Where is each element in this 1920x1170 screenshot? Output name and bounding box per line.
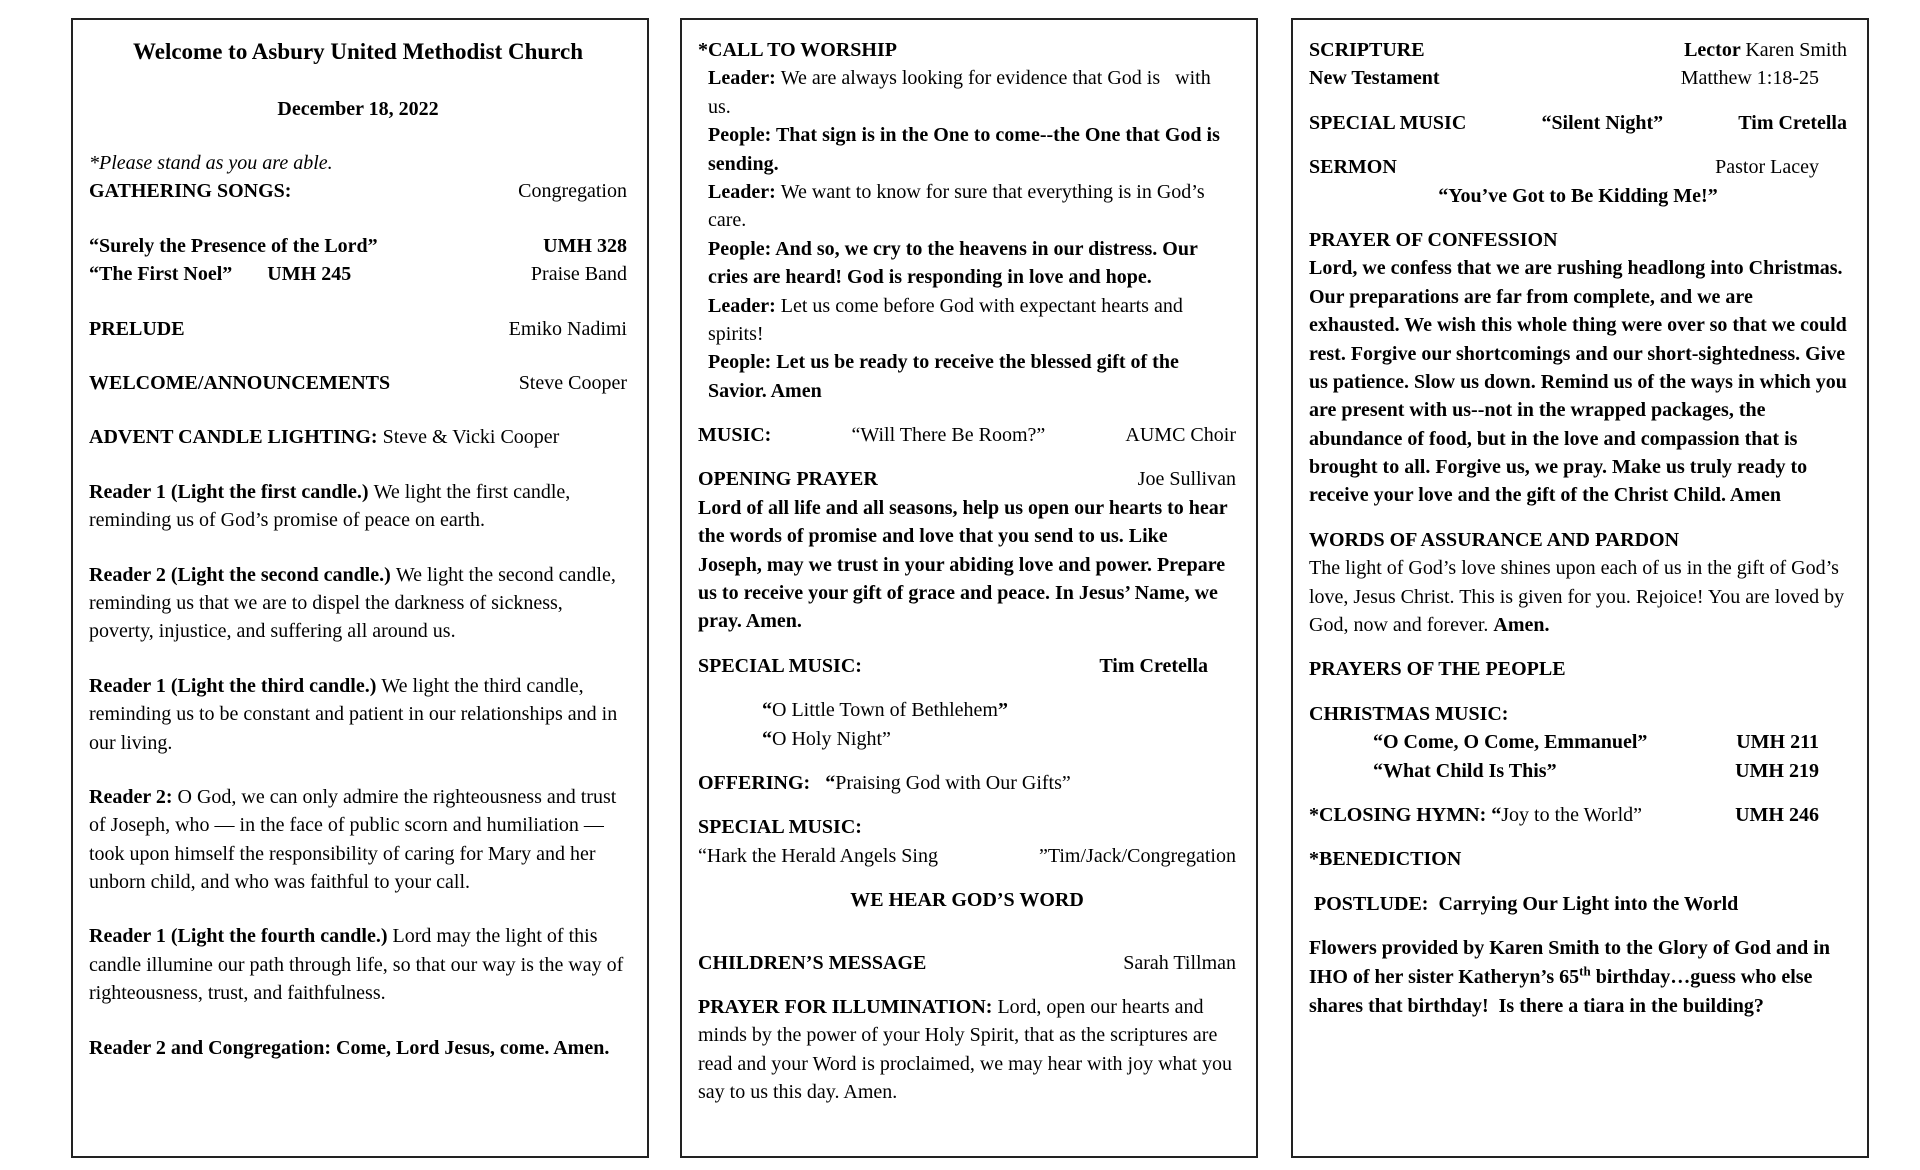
text-runs [89,481,575,531]
text-runs [89,369,390,397]
leader-line-2 [698,178,1236,235]
text-run: ”Tim/Jack/Congregation [1038,844,1236,867]
stand-note [89,149,627,177]
leader-line-3 [698,292,1236,349]
hark-herald-row [698,842,1236,870]
prayers-of-the-people-heading [1309,655,1847,683]
text-runs [1736,728,1819,756]
text-run: We light the third candle, reminding us to be constant and patient in our relationships and in our living. [89,674,623,754]
christmas-song-2-row [1309,757,1847,785]
text-runs [852,421,1046,449]
text-runs [1309,109,1466,137]
church-title [89,36,627,69]
text-run: People: And so, we cry to the heavens in our distress. Our cries are heard! God is responding in love and hope. [708,237,1203,289]
spacer [698,753,1236,769]
spacer [89,343,627,369]
text-run: “The First Noel” UMH 245 [89,263,352,286]
text-run: Lector [1684,39,1746,61]
reader1-fourth-candle [89,922,627,1007]
text-run: PRELUDE [89,317,185,340]
text-runs [1309,848,1461,870]
text-run: PRAYERS OF THE PEOPLE [1309,658,1566,681]
text-runs [708,124,1225,174]
text-runs [762,728,891,750]
text-runs [89,152,333,174]
words-of-assurance-text [1309,554,1850,639]
text-run: We want to know for sure that everything is in God’s care. [708,180,1210,232]
spacer [89,452,627,478]
song-first-noel-row [89,260,627,288]
reader2-second-candle [89,561,627,646]
text-run: “Silent Night” [1541,111,1664,134]
text-run: Congregation [518,180,627,203]
text-run: December 18, 2022 [277,97,439,120]
text-run: Reader 2 (Light the second candle.) [89,563,396,586]
text-runs [1309,529,1679,551]
text-run: “Will There Be Room?” [851,424,1046,447]
text-runs [698,772,1071,794]
text-run: The light of God’s love shines upon each of us in the gift of God’s love, Jesus Christ. This is given for you. Rejoice! You are loved by God, now and forever. [1309,557,1850,637]
text-run: “You’ve Got to Be Kidding Me!” [1438,184,1718,207]
benediction-heading [1309,845,1847,873]
text-runs [89,426,559,448]
left-panel [71,18,649,1158]
text-run: birthday…guess who else shares that birthday! Is there a tiara in the building? [1309,966,1818,1017]
text-run: People: Let us be ready to receive the blessed gift of the Savior. Amen [708,351,1184,402]
text-run: Sarah Tillman [1123,951,1236,974]
spacer [698,797,1236,813]
text-runs [89,232,378,260]
text-run: We light the first candle, reminding us of God’s promise of peace on earth. [89,480,576,532]
text-run: New Testament [1309,67,1440,90]
text-run: *BENEDICTION [1309,848,1462,871]
text-runs [1738,109,1847,137]
spacer [1309,510,1847,526]
text-run: UMH 211 [1736,731,1819,754]
text-runs [1309,801,1642,829]
text-run: Amen. [1493,614,1550,637]
text-run: Leader: [708,67,781,90]
opening-prayer-text [698,494,1236,636]
text-runs [1309,64,1440,92]
text-runs [1309,36,1425,64]
prayer-of-confession-text [1309,254,1852,510]
spacer [89,1008,627,1034]
spacer [1309,93,1847,109]
spacer [1309,785,1847,801]
prayer-for-illumination [698,993,1236,1107]
text-run: GATHERING SONGS: [89,180,292,203]
spacer [698,870,1236,886]
reader1-first-candle [89,478,627,535]
text-run: “Hark the Herald Angels Sing [698,844,938,867]
we-hear-gods-word-heading [698,886,1236,914]
people-line-2 [698,235,1236,292]
text-run: Reader 1 (Light the third candle.) [89,674,382,697]
call-to-worship-heading [698,36,1236,64]
text-run: People: That sign is in the One to come--the One that God is sending. [708,124,1225,175]
text-runs [1125,421,1236,449]
text-run: Steve Cooper [518,372,627,394]
spacer [89,646,627,672]
song-surely-row [89,232,627,260]
text-runs [698,949,926,977]
text-runs [89,177,291,205]
spacer [89,289,627,315]
text-runs [89,1037,609,1059]
spacer [1309,874,1847,890]
text-runs [708,351,1184,401]
scripture-row [1309,36,1847,64]
text-runs [698,652,862,680]
text-runs [1123,949,1236,977]
text-run: th [1579,963,1591,979]
text-run: O Holy Night” [772,727,891,750]
text-runs [1715,153,1819,181]
text-run: Joy to the World” [1501,803,1643,826]
text-runs [698,465,878,493]
text-run: *CLOSING HYMN: “ [1309,803,1502,826]
reader2-congregation [89,1034,627,1062]
spacer [89,397,627,423]
text-runs [1438,185,1717,207]
text-run: Emiko Nadimi [508,317,627,340]
spacer [89,896,627,922]
text-run: AUMC Choir [1125,424,1236,447]
text-run: UMH 328 [543,234,627,257]
text-runs [89,675,622,754]
music-row [698,421,1236,449]
spacer [698,449,1236,465]
reader2-joseph [89,783,627,897]
new-testament-row [1309,64,1847,92]
childrens-message-row [698,949,1236,977]
spacer [698,405,1236,421]
text-run: Tim Cretella [1738,111,1847,134]
spacer [89,757,627,783]
postlude-line [1309,890,1847,918]
text-run: Lord may the light of this candle illumine our path through life, so that our way is the way of righteousness, trust, and faithfulness. [89,925,629,1005]
text-run: Reader 2: [89,785,178,808]
text-run: Reader 1 (Light the first candle.) [89,480,374,503]
people-line-3 [698,348,1236,405]
words-of-assurance-heading [1309,526,1847,554]
spacer [1309,918,1847,934]
prelude-row [89,315,627,343]
text-runs [708,181,1210,231]
text-run: O God, we can only admire the righteousness and trust of Joseph, who — in the face of public scorn and humiliation — took upon himself the responsibility of caring for Mary and her unborn child, and who was faithful to your call. [89,785,622,894]
text-run: Reader 2 and Congregation: Come, Lord Jesus, come. Amen. [89,1036,610,1059]
text-runs [531,260,627,288]
advent-candle-lighting [89,423,627,451]
spacer [89,206,627,232]
text-runs [1684,36,1847,64]
text-runs [1309,257,1852,506]
text-run: OFFERING: “ [698,771,836,794]
spacer [1309,137,1847,153]
offering-line [698,769,1236,797]
text-run: Flowers provided by Karen Smith to the Glory of God and in IHO of her sister Katheryn’s 65 [1309,937,1835,989]
text-run: O Little Town of Bethlehem [772,699,998,722]
middle-panel [680,18,1258,1158]
text-runs [1541,109,1663,137]
text-runs [708,238,1202,288]
text-run: Lord of all life and all seasons, help us open our hearts to hear the words of promise and love that you send to us. Like Joseph, may we trust in your abiding love and power. Prepare us to receive your gift of grace and peace. In Jesus’ Name, we pray. Amen. [698,496,1233,633]
text-runs [1373,728,1647,756]
text-runs [89,260,351,288]
text-run: “Surely the Presence of the Lord” [89,234,378,257]
text-run: Reader 1 (Light the fourth candle.) [89,925,393,948]
text-runs [1309,703,1508,725]
text-runs [1373,757,1557,785]
spacer [698,680,1236,696]
spacer [698,977,1236,993]
text-run: ” [997,699,1008,722]
text-run: Praise Band [530,263,627,286]
special-music-row [1309,109,1847,137]
text-run: SPECIAL MUSIC [1309,111,1467,134]
sermon-row [1309,153,1847,181]
people-line-1 [698,121,1236,178]
spacer [89,123,627,149]
christmas-song-1-row [1309,728,1847,756]
spacer [89,535,627,561]
text-runs [698,421,771,449]
text-run: Tim Cretella [1099,654,1208,677]
text-runs [698,816,862,838]
leader-line-1 [698,64,1236,121]
text-runs [89,786,621,893]
right-panel [1291,18,1869,1158]
text-run: ADVENT CANDLE LIGHTING: [89,426,383,449]
spacer [1309,829,1847,845]
spacer [1309,210,1847,226]
sermon-title [1309,182,1847,210]
welcome-announcements-row [89,369,627,397]
text-run: POSTLUDE: Carrying Our Light into the World [1309,892,1739,915]
text-run: *Please stand as you are able. [89,152,333,175]
text-run: PRAYER OF CONFESSION [1309,228,1558,251]
text-runs [698,996,1237,1103]
text-run: MUSIC: [698,424,772,447]
text-run: Matthew 1:18-25 [1680,67,1819,90]
text-run: WE HEAR GOD’S WORD [850,889,1084,912]
text-run: UMH 219 [1735,759,1819,782]
special-music-2-heading [698,813,1236,841]
opening-prayer-heading [698,465,1236,493]
text-run: Joe Sullivan [1137,468,1236,491]
text-run: We are always looking for evidence that God is with us. [708,67,1216,118]
text-runs [1309,937,1835,1016]
text-runs [762,699,1008,721]
text-runs [1099,652,1208,680]
text-runs [1309,153,1397,181]
text-run: Let us come before God with expectant hearts and spirits! [708,294,1188,345]
text-run: Welcome to Asbury United Methodist Church [133,39,583,64]
spacer [1309,639,1847,655]
gathering-songs-row [89,177,627,205]
text-runs [519,369,627,397]
text-run: SPECIAL MUSIC: [698,654,862,677]
text-runs [543,232,627,260]
text-run: Lord, we confess that we are rushing headlong into Christmas. Our preparations are far from complete, and we are exhausted. We wish this whole thing were over so that we could rest. Forgive our shortcomings and our short-sightedness. Give us patience. Slow us down. Remind us of the ways in which you are present with us--not in the wrapped packages, the abundance of food, but in the love and compassion that is brought to all. Forgive us, we pray. Make us truly ready to receive your love and the gift of the Christ Child. Amen [1309,257,1852,507]
spacer [698,636,1236,652]
text-runs [850,889,1084,911]
text-runs [1309,893,1738,915]
text-run: Leader: [708,180,781,203]
prayer-of-confession-heading [1309,226,1847,254]
text-run: SPECIAL MUSIC: [698,816,862,839]
text-runs [509,315,627,343]
text-run: “What Child Is This” [1373,759,1557,782]
text-run: Praising God with Our Gifts” [835,771,1071,794]
text-runs [89,315,185,343]
text-run: We light the second candle, reminding us that we are to dispel the darkness of sickness, poverty, injustice, and suffering all around us. [89,563,621,643]
text-runs [1309,658,1566,680]
text-runs [277,98,438,120]
text-runs [1735,757,1819,785]
text-run: *CALL TO WORSHIP [698,39,897,61]
reader1-third-candle [89,672,627,757]
text-runs [708,67,1216,117]
text-run: SCRIPTURE [1309,39,1425,61]
text-run: “ [762,727,772,750]
service-date [89,95,627,123]
flowers-note [1309,934,1847,1020]
text-run: Lord, open our hearts and minds by the power of your Holy Spirit, that as the scriptures are read and your Word is proclaimed, we may hear with joy what you say to us this day. Amen. [698,995,1237,1104]
spacer [698,915,1236,949]
text-run: SERMON [1309,156,1397,179]
text-runs [1039,842,1236,870]
text-runs [1681,64,1819,92]
closing-hymn-row [1309,801,1847,829]
spacer [1309,684,1847,700]
text-runs [698,39,897,61]
text-run: OPENING PRAYER [698,468,878,491]
text-runs [698,497,1232,633]
text-run: “O Come, O Come, Emmanuel” [1373,731,1648,754]
text-run: Steve & Vicki Cooper [382,426,560,449]
text-runs [1309,229,1558,251]
text-runs [1138,465,1236,493]
special-music-1-row [698,652,1236,680]
text-runs [708,295,1188,345]
song-holy-night [698,725,1236,753]
text-run: PRAYER FOR ILLUMINATION: [698,995,998,1018]
text-run: CHILDREN’S MESSAGE [698,951,927,974]
text-run: Leader: [708,294,781,317]
text-runs [133,39,583,64]
text-run: CHRISTMAS MUSIC: [1309,702,1509,725]
song-bethlehem [698,696,1236,724]
christmas-music-heading [1309,700,1847,728]
text-runs [89,925,628,1004]
text-run: Pastor Lacey [1715,156,1819,179]
text-runs [698,842,938,870]
text-runs [1735,801,1819,829]
spacer [89,69,627,95]
text-run: Karen Smith [1745,39,1847,61]
text-run: WELCOME/ANNOUNCEMENTS [89,372,391,394]
text-runs [518,177,627,205]
text-run: UMH 246 [1735,803,1819,826]
text-run: WORDS OF ASSURANCE AND PARDON [1309,528,1680,551]
text-run: “ [762,699,772,722]
text-runs [89,564,621,643]
text-runs [1309,557,1849,636]
